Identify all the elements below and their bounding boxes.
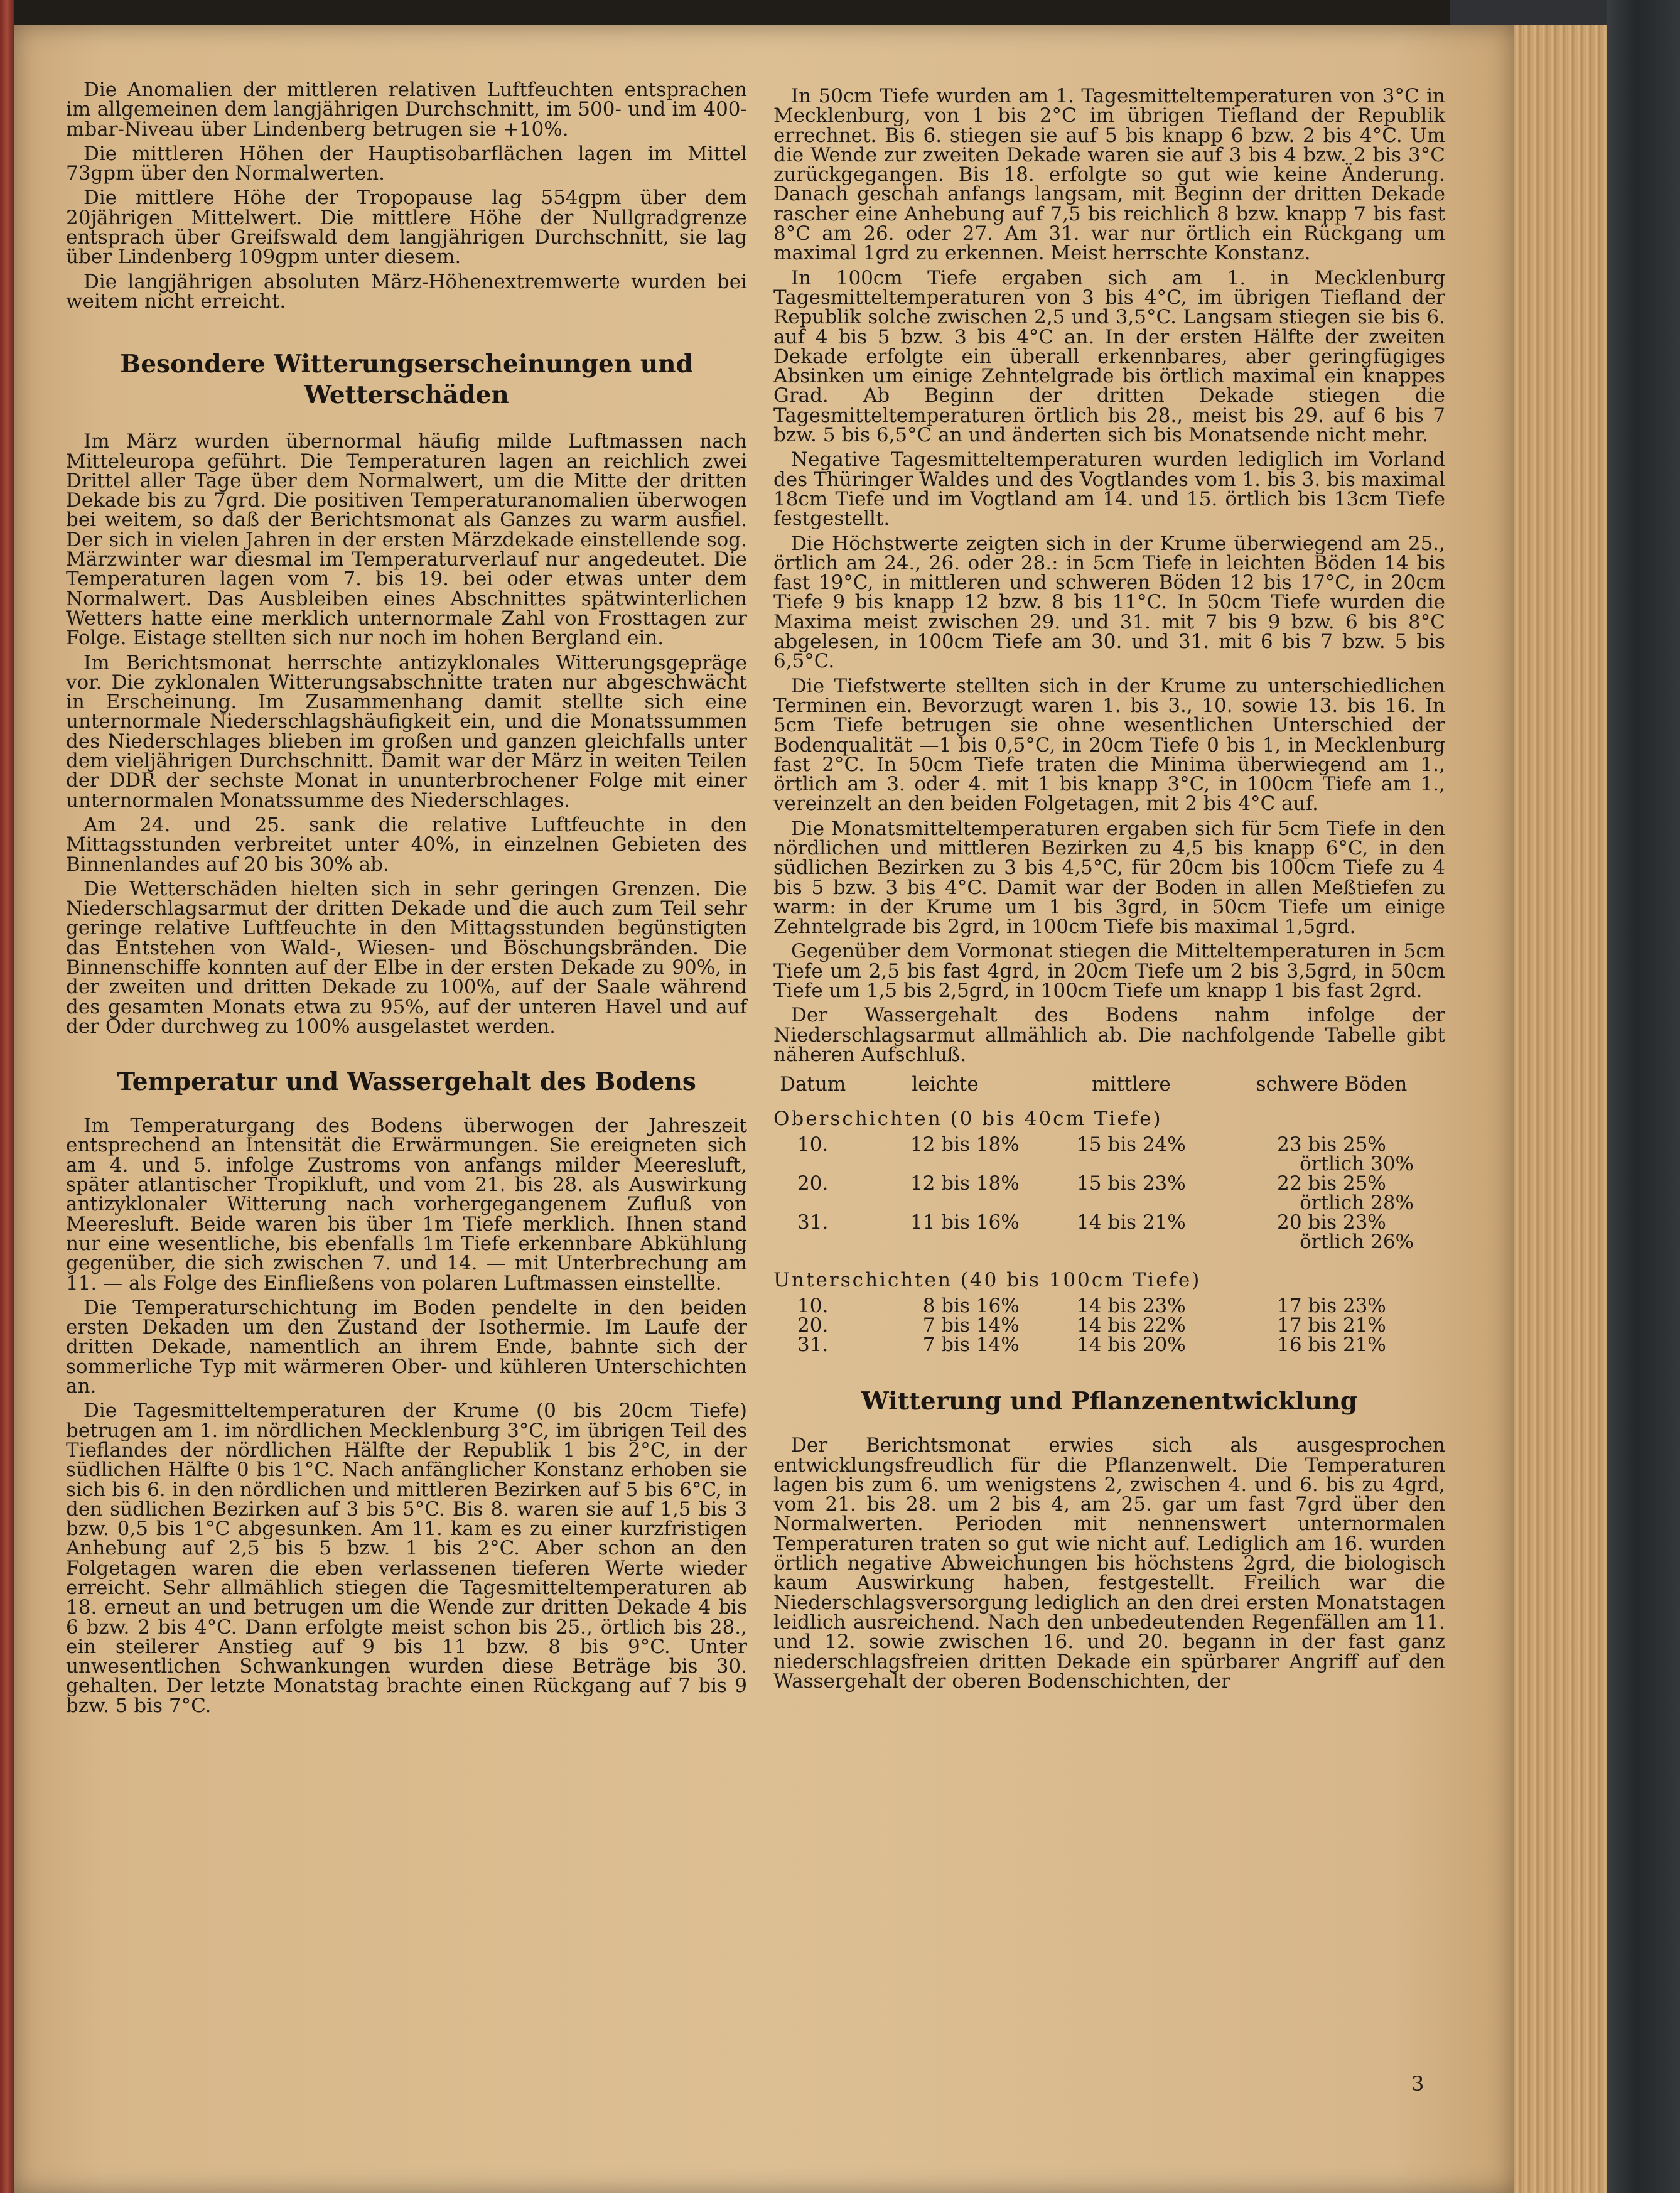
table-cell: 17 bis 23% [1277, 1295, 1386, 1318]
table-cell: 8 bis 16% [922, 1295, 1020, 1318]
paragraph: Die Wetterschäden hielten sich in sehr geringen Grenzen. Die Niederschlagsarmut der dritten Dekade und die auch zum Teil sehr geringe relative Luftfeuchte in den Mittagsstunden begünstigten das Entstehen von Wald-, Wiesen- und Böschungsbränden. Die Binnenschiffe konnten auf der Elbe in der ersten Dekade zu 90%, in der zweiten und dritten Dekade zu 100%, auf der Saale während des gesamten Monats etwa zu 95%, auf der unteren Havel und auf der Oder durchweg zu 100% ausgelastet werden. [66, 877, 747, 1038]
paragraph: Gegenüber dem Vormonat stiegen die Mitteltemperaturen in 5cm Tiefe um 2,5 bis fast 4grd, in 20cm Tiefe um 2 bis 3,5grd, in 50cm Tiefe um 1,5 bis 2,5grd, in 100cm Tiefe um knapp 1 bis fast 2grd. [773, 940, 1445, 1003]
left-binding-edge [0, 0, 14, 2193]
paragraph: Der Berichtsmonat erwies sich als ausgesprochen entwicklungsfreudlich für die Pflanzenwelt. Die Temperaturen lagen bis zum 6. um wenigstens 2, zwischen 4. und 6. bis zu 4grd, vom 21. bis 28. um 2 bis 4, am 25. gar um fast 7grd über den Normalwerten. Perioden mit nennenswert unternormalen Temperaturen traten so gut wie nicht auf. Lediglich am 16. wurden örtlich negative Abweichungen bis höchstens 2grd, die biologisch kaum Auswirkung haben, festgestellt. Freilich war die Niederschlagsversorgung lediglich an den drei ersten Monatstagen leidlich ausreichend. Nach den unbedeutenden Regenfällen am 11. und 12. sowie zwischen 16. und 20. begann in der fast ganz niederschlagsfreien dritten Dekade ein spürbarer Angriff auf den Wassergehalt der oberen Bodenschichten, der [773, 1434, 1445, 1693]
cell-value: 20 bis 23% [1277, 1211, 1386, 1234]
table-cell: 16 bis 21% [1277, 1334, 1386, 1357]
paragraph: Die Anomalien der mittleren relativen Luftfeuchten entsprachen im allgemeinen dem langjährigen Durchschnitt, im 500- und im 400-mbar-Niveau über Lindenberg betrugen sie +10%. [66, 78, 747, 141]
table-cell: 20. [797, 1172, 829, 1195]
table-cell: 14 bis 21% [1077, 1211, 1186, 1234]
table-cell [1224, 1174, 1439, 1213]
paragraph: Am 24. und 25. sank die relative Luftfeuchte in den Mittagsstunden verbreitet unter 40%, in einzelnen Gebieten des Binnenlandes auf 20 bis 30% ab. [66, 813, 747, 876]
paragraph: Im Berichtsmonat herrschte antizyklonales Witterungsgepräge vor. Die zyklonalen Witterungsabschnitte traten nur abgeschwächt in Erscheinung. Im Zusammenhang damit stellte sich eine unternormale Niederschlagshäufigkeit ein, und die Monatssummen des Niederschlages blieben im großen und ganzen gleichfalls unter dem vieljährigen Durchschnitt. Damit war der März in weiten Teilen der DDR der sechste Monat in ununterbrochener Folge mit einer unternormalen Monatssumme des Niederschlages. [66, 651, 747, 812]
paragraph: Der Wassergehalt des Bodens nahm infolge der Niederschlagsarmut allmählich ab. Die nachfolgende Tabelle gibt näheren Aufschluß. [773, 1004, 1445, 1066]
table-section-label: Unterschichten (40 bis 100cm Tiefe) [773, 1269, 1202, 1292]
cell-note: örtlich 30% [1300, 1153, 1414, 1176]
table-header: leichte [912, 1073, 979, 1096]
paragraph: Negative Tagesmitteltemperaturen wurden lediglich im Vorland des Thüringer Waldes und des Vogtlandes vom 1. bis 3. bis maximal 18cm Tiefe und im Vogtland am 14. und 15. örtlich bis 13cm Tiefe festgestellt. [773, 448, 1445, 531]
paragraph: Im Temperaturgang des Bodens überwogen der Jahreszeit entsprechend an Intensität die Erwärmungen. Sie ereigneten sich am 4. und 5. infolge Zustroms von anfangs milder Meeresluft, später atlantischer Tropikluft, und vom 21. bis 28. als Auswirkung antizyklonaler Witterung nach vorhergegangenem Zufluß von Meeresluft. Beide waren bis über 1m Tiefe merklich. Ihnen stand nur eine wesentliche, bis ebenfalls 1m Tiefe erkennbare Abkühlung gegenüber, die sich zwischen 7. und 14. — mit Unterbrechung am 11. — als Folge des Einfließens von polaren Luftmassen einstellte. [66, 1114, 747, 1295]
table-cell: 11 bis 16% [910, 1211, 1020, 1234]
table-cell: 14 bis 23% [1077, 1295, 1186, 1318]
cell-value: 23 bis 25% [1277, 1133, 1386, 1156]
table-cell: 31. [797, 1334, 829, 1357]
table-header: Datum [780, 1073, 846, 1096]
section-heading: Temperatur und Wassergehalt des Bodens [117, 1067, 696, 1097]
table-cell: 17 bis 21% [1277, 1314, 1386, 1337]
paragraph: Die Tiefstwerte stellten sich in der Krume zu unterschiedlichen Terminen ein. Bevorzugt waren 1. bis 3., 10. sowie 13. bis 16. In 5cm Tiefe betrugen sie ohne wesentlichen Unterschied der Bodenqualität —1 bis 0,5°C, in 20cm Tiefe 0 bis 1, in Mecklenburg fast 2°C. In 50cm Tiefe traten die Minima überwiegend am 1., örtlich am 3. oder 4. mit 1 bis knapp 3°C, in 100cm Tiefe am 1., vereinzelt an den beiden Folgetagen, mit 2 bis 4°C auf. [773, 674, 1445, 816]
table-row [773, 1296, 1439, 1316]
paragraph: Die mittleren Höhen der Hauptisobarflächen lagen im Mittel 73gpm über den Normalwerten. [66, 142, 747, 185]
table-cell: 7 bis 14% [922, 1314, 1020, 1337]
table-row [773, 1316, 1439, 1335]
left-column [66, 80, 747, 1721]
table-cell: 14 bis 22% [1077, 1314, 1186, 1337]
book-spine [1607, 0, 1680, 2193]
page-number: 3 [1411, 2072, 1424, 2096]
paragraph: Die Höchstwerte zeigten sich in der Krume überwiegend am 25., örtlich am 24., 26. oder 28.: in 5cm Tiefe in leichten Böden 14 bis fast 19°C, in mittleren und schweren Böden 12 bis 17°C, in 20cm Tiefe 9 bis knapp 12 bzw. 8 bis 11°C. In 50cm Tiefe wurden die Maxima meist zwischen 29. und 31. mit 7 bis 9 bzw. 6 bis 8°C abgelesen, in 100cm Tiefe am 30. und 31. mit 6 bis 7 bzw. 5 bis 6,5°C. [773, 532, 1445, 673]
cell-note: örtlich 28% [1300, 1192, 1414, 1215]
cell-note: örtlich 26% [1300, 1231, 1414, 1254]
section-heading: Besondere Witterungserscheinungen und Wetterschäden [120, 350, 693, 410]
paragraph: Im März wurden übernormal häufig milde Luftmassen nach Mitteleuropa geführt. Die Temperaturen lagen an reichlich zwei Drittel aller Tage über dem Normalwert, um die Mitte der dritten Dekade bis zu 7grd. Die positiven Temperaturanomalien überwogen bei weitem, so daß der Berichtsmonat als Ganzes zu warm ausfiel. Der sich in vielen Jahren in der ersten Märzdekade einstellende sog. Märzwinter war diesmal im Temperaturverlauf nur angedeutet. Die Temperaturen lagen vom 7. bis 19. bei oder etwas unter dem Normalwert. Das Ausbleiben eines Abschnittes spätwinterlichen Wetters hatte eine merklich unternormale Zahl von Frosttagen zur Folge. Eistage stellten sich nur noch im hohen Bergland ein. [66, 430, 747, 650]
table-cell: 20. [797, 1314, 829, 1337]
table-row [773, 1213, 1439, 1252]
table-cell: 12 bis 18% [910, 1133, 1020, 1156]
table-cell: 31. [797, 1211, 829, 1234]
table-header: schwere Böden [1256, 1073, 1408, 1096]
paragraph: In 100cm Tiefe ergaben sich am 1. in Mecklenburg Tagesmitteltemperaturen von 3 bis 4°C, im übrigen Tiefland der Republik solche zwischen 2,5 und 3,5°C. Langsam stiegen sie bis 6. auf 4 bis 5 bzw. 3 bis 4°C an. In der ersten Hälfte der zweiten Dekade erfolgte ein überall erkennbares, aber geringfügiges Absinken um einige Zehntelgrade bis örtlich maximal ein knappes Grad. Ab Beginn der dritten Dekade stiegen die Tagesmitteltemperaturen örtlich bis 28., meist bis 29. auf 6 bis 7 bzw. 5 bis 6,5°C an und änderten sich bis Monatsende nicht mehr. [773, 266, 1445, 447]
cell-value: 22 bis 25% [1277, 1172, 1386, 1195]
table-cell: 10. [797, 1295, 829, 1318]
table-cell [1224, 1135, 1439, 1174]
table-cell: 15 bis 23% [1077, 1172, 1186, 1195]
table-cell: 7 bis 14% [922, 1334, 1020, 1357]
table-row [773, 1335, 1439, 1355]
paragraph: Die langjährigen absoluten März-Höhenextremwerte wurden bei weitem nicht erreicht. [66, 270, 747, 313]
table-row [773, 1135, 1439, 1174]
paragraph: Die Monatsmitteltemperaturen ergaben sich für 5cm Tiefe in den nördlichen und mittleren Bezirken zu 4,5 bis knapp 6°C, in den südlichen Bezirken zu 3 bis 4,5°C, für 20cm bis 100cm Tiefe zu 4 bis 5 bzw. 3 bis 4°C. Damit war der Boden in allen Meßtiefen zu warm: in der Krume um 1 bis 3grd, in 50cm Tiefe um einige Zehntelgrade bis 2grd, in 100cm Tiefe bis maximal 1,5grd. [773, 817, 1445, 939]
table-cell: 15 bis 24% [1077, 1133, 1186, 1156]
paragraph: Die mittlere Höhe der Tropopause lag 554gpm über dem 20jährigen Mittelwert. Die mittlere Höhe der Nullgradgrenze entsprach über Greifswald dem langjährigen Durchschnitt, sie lag über Lindenberg 109gpm unter diesem. [66, 186, 747, 269]
table-cell: 10. [797, 1133, 829, 1156]
table-cell: 12 bis 18% [910, 1172, 1020, 1195]
soil-moisture-table [773, 1075, 1439, 1355]
paragraph: Die Temperaturschichtung im Boden pendelte in den beiden ersten Dekaden um den Zustand der Isothermie. Im Laufe der dritten Dekade, namentlich an ihrem Ende, bahnte sich der sommerliche Typ mit wärmeren Ober- und kühleren Unterschichten an. [66, 1296, 747, 1398]
right-column [773, 87, 1445, 1696]
table-header: mittlere [1092, 1073, 1171, 1096]
table-section-label: Oberschichten (0 bis 40cm Tiefe) [773, 1107, 1163, 1131]
paragraph: In 50cm Tiefe wurden am 1. Tagesmitteltemperaturen von 3°C in Mecklenburg, von 1 bis 2°C im übrigen Tiefland der Republik errechnet. Bis 6. stiegen sie auf 5 bis knapp 6 bzw. 2 bis 4°C. Um die Wende zur zweiten Dekade waren sie auf 3 bis 4 bzw. 2 bis 3°C zurückgegangen. Bis 18. erfolgte so gut wie keine Änderung. Danach geschah anfangs langsam, mit Beginn der dritten Dekade rascher eine Anhebung auf 7,5 bis reichlich 8 bzw. knapp 7 bis fast 8°C am 26. oder 27. Am 31. war nur örtlich ein Rückgang um maximal 1grd zu erkennen. Meist herrschte Konstanz. [773, 85, 1445, 265]
paragraph: Die Tagesmitteltemperaturen der Krume (0 bis 20cm Tiefe) betrugen am 1. im nördlichen Mecklenburg 3°C, im übrigen Teil des Tieflandes der nördlichen Hälfte der Republik 1 bis 2°C, in der südlichen Hälfte 0 bis 1°C. Nach anfänglicher Konstanz erhoben sie sich bis 6. in den nördlichen und mittleren Bezirken auf 5 bis 6°C, in den südlichen Bezirken auf 3 bis 5°C. Bis 8. waren sie auf 1,5 bis 3 bzw. 0,5 bis 1°C abgesunken. Am 11. kam es zu einer kurzfristigen Anhebung auf 2,5 bis 5 bzw. 1 bis 2°C. Aber schon an den Folgetagen waren die eben verlassenen tieferen Werte wieder erreicht. Sehr allmählich stiegen die Tagesmitteltemperaturen ab 18. erneut an und betrugen um die Wende zur dritten Dekade 4 bis 6 bzw. 2 bis 4°C. Dann erfolgte meist schon bis 25., örtlich bis 28., ein steilerer Anstieg auf 9 bis 11 bzw. 8 bis 9°C. Unter unwesentlichen Schwankungen wurden diese Beträge bis 30. gehalten. Der letzte Monatstag brachte einen Rückgang auf 7 bis 9 bzw. 5 bis 7°C. [66, 1399, 747, 1717]
top-edge [14, 0, 1450, 25]
table-cell: 14 bis 20% [1077, 1334, 1186, 1357]
table-row [773, 1174, 1439, 1213]
section-heading: Witterung und Pflanzenentwicklung [861, 1387, 1358, 1416]
table-cell [1224, 1213, 1439, 1252]
